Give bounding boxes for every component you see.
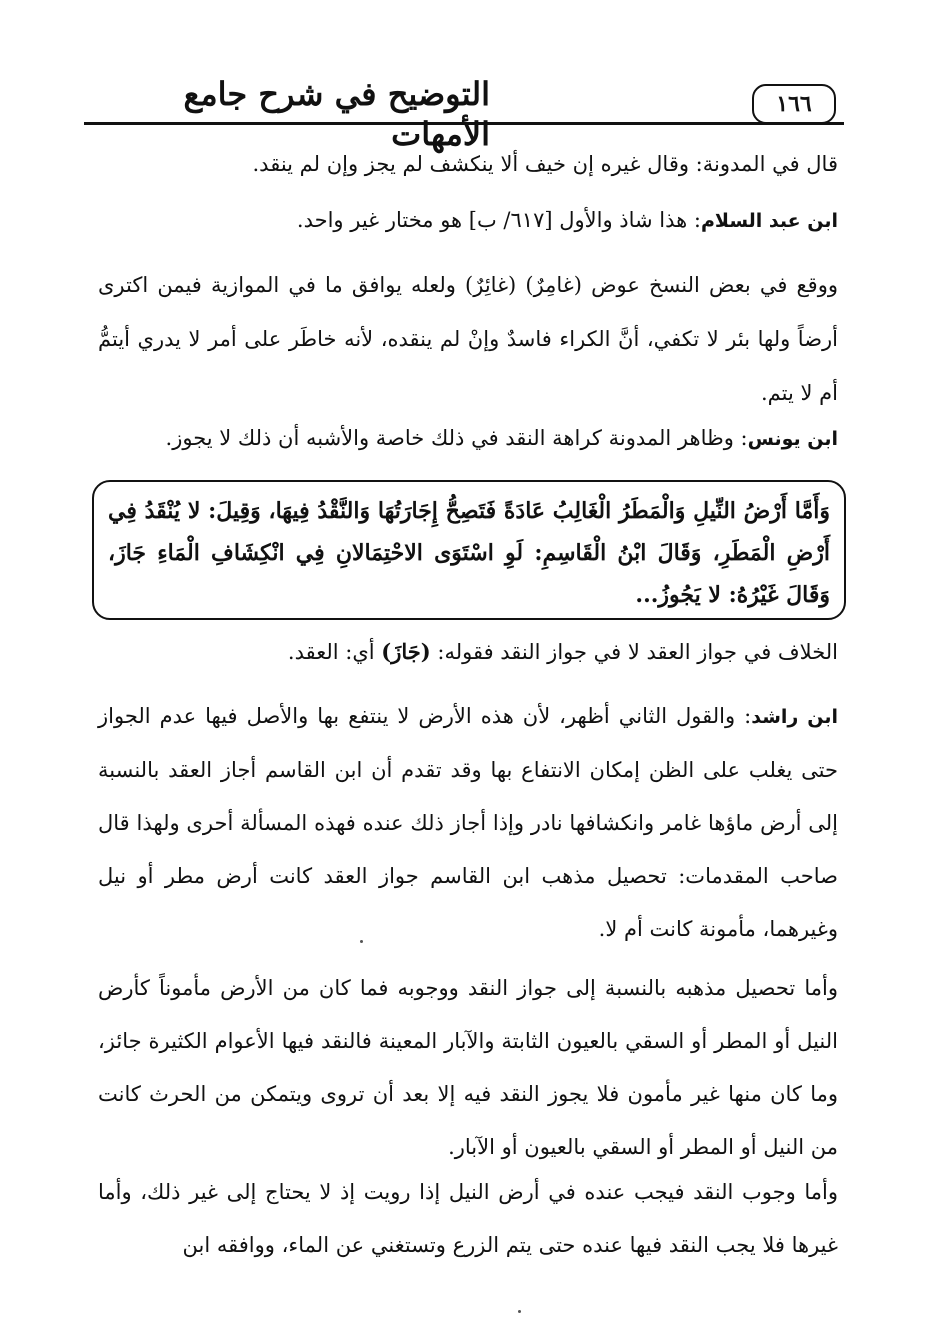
paragraph-text: : والقول الثاني أظهر، لأن هذه الأرض لا ينتفع بها والأصل فيها عدم الجواز حتى يغلب على الظن إمكان الانتفاع بها وقد تقدم أن ابن القاسم أجاز العقد بالنسبة إلى أرض ماؤها غامر وانكشافها نادر وإذا أجاز ذلك عنده فهذه المسألة أحرى ولهذا قال صاحب المقدمات: تحصيل مذهب ابن القاسم جواز العقد كانت أرض مطر أو نيل وغيرهما، مأمونة كانت أم لا. (98, 704, 838, 941)
paragraph-5 (98, 632, 838, 672)
paragraph-6 (98, 690, 838, 956)
author-label: ابن راشد (751, 706, 838, 728)
paragraph-1: قال في المدونة: وقال غيره إن خيف ألا ينكشف لم يجز وإن لم ينقد. (252, 152, 838, 176)
paragraph-text: الخلاف في جواز العقد لا في جواز النقد فقوله: (430, 640, 838, 664)
header-rule (84, 122, 844, 125)
paragraph-text: : هذا شاذ والأول [٦١٧/ ب] هو مختار غير واحد. (296, 208, 701, 232)
paragraph-8: وأما وجوب النقد فيجب عنده في أرض النيل إذا رويت إذ لا يحتاج إلى غير ذلك، وأما غيرها فلا يجب النقد فيها عنده حتى يتم الزرع وتستغني عن الماء، ووافقه ابن (98, 1180, 838, 1257)
scan-speck (518, 1310, 521, 1313)
paragraph-7: وأما تحصيل مذهبه بالنسبة إلى جواز النقد ووجوبه فما كان من الأرض مأموناً كأرض النيل أو المطر أو السقي بالعيون الثابتة والآبار المعينة فالنقد فيها الأعوام الكثيرة جائز، وما كان منها غير مأمون فلا يجوز النقد فيه إلا بعد أن تروى ويتمكن من الحرث كانت من النيل أو المطر أو السقي بالعيون أو الآبار. (98, 976, 838, 1159)
running-title: التوضيح في شرح جامع الأمهات (183, 75, 490, 153)
author-label: ابن عبد السلام (700, 210, 838, 232)
paragraph-3: ووقع في بعض النسخ عوض (غامِرٌ) (غائِرٌ) ولعله يوافق ما في الموازية فيمن اكترى أرضاً ولها بئر لا تكفي، أنَّ الكراء فاسدٌ وإنْ لم ينقده، لأنه خاطَر على أمر لا يدري أيتمُّ أم لا يتم. (98, 273, 839, 405)
scan-speck (360, 940, 363, 943)
paragraph-text: أي: العقد. (287, 640, 382, 664)
paragraph-2 (98, 200, 838, 241)
mattn-quote-box: وَأَمَّا أَرْضُ النِّيلِ وَالْمَطَرُ الْغَالِبُ عَادَةً فَتَصِحُّ إِجَارَتُهَا وَالنَّقْدُ فِيهَا، وَقِيلَ: لا يُنْقَدُ فِي أَرْضِ الْمَطَرِ، وَقَالَ ابْنُ الْقَاسِمِ: لَوِ اسْتَوَى الاحْتِمَالانِ فِي انْكِشَافِ الْمَاءِ جَازَ، وَقَالَ غَيْرُهُ: لا يَجُوزُ... (92, 480, 846, 620)
page-number-badge: ١٦٦ (752, 84, 836, 124)
quoted-term: (جَازَ) (381, 639, 431, 664)
paragraph-4 (98, 418, 838, 459)
author-label: ابن يونس (747, 428, 838, 450)
paragraph-text: : وظاهر المدونة كراهة النقد في ذلك خاصة والأشبه أن ذلك لا يجوز. (165, 426, 748, 450)
